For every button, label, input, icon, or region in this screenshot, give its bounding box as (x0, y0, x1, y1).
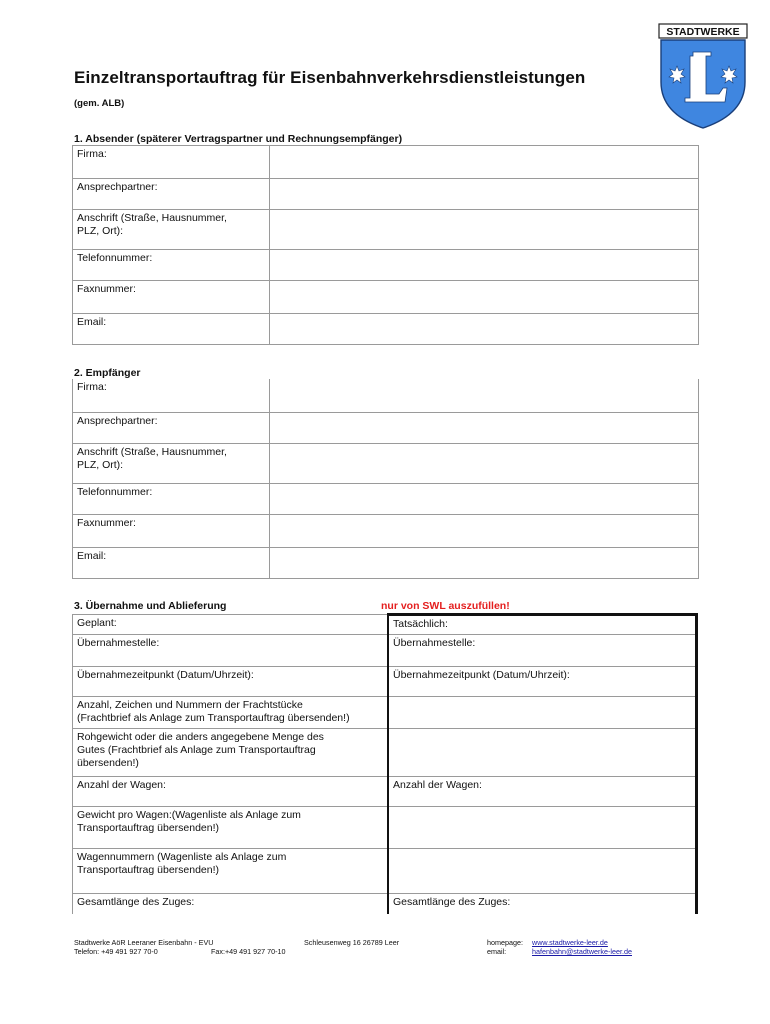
field-label: Email: (73, 314, 270, 345)
field-value-input[interactable] (270, 179, 699, 210)
form-row (73, 379, 699, 412)
section1-heading: 1. Absender (späterer Vertragspartner und Rechnungsempfänger) (74, 133, 403, 145)
form-row (73, 179, 699, 210)
handover-row (73, 849, 697, 894)
actual-field[interactable]: Übernahmezeitpunkt (Datum/Uhrzeit): (388, 667, 697, 697)
form-row (73, 281, 699, 314)
planned-field[interactable]: Wagennummern (Wagenliste als Anlage zum Transportauftrag übersenden!) (73, 849, 389, 894)
handover-table (72, 613, 698, 914)
field-label: Faxnummer: (73, 514, 270, 547)
field-label: Telefonnummer: (73, 483, 270, 514)
footer-company: Stadtwerke AöR Leeraner Eisenbahn - EVU (74, 938, 214, 947)
planned-field[interactable]: Anzahl, Zeichen und Nummern der Frachtstücke (Frachtbrief als Anlage zum Transportauftrag übersenden!) (73, 697, 389, 729)
form-row (73, 483, 699, 514)
handover-row (73, 807, 697, 849)
footer-phone: Telefon: +49 491 927 70-0 (74, 947, 158, 956)
field-value-input[interactable] (270, 483, 699, 514)
actual-field[interactable] (388, 807, 697, 849)
planned-field[interactable]: Gewicht pro Wagen:(Wagenliste als Anlage zum Transportauftrag übersenden!) (73, 807, 389, 849)
handover-row (73, 777, 697, 807)
recipient-table (72, 379, 699, 579)
planned-field[interactable]: Rohgewicht oder die anders angegebene Menge des Gutes (Frachtbrief als Anlage zum Transportauftrag übersenden!) (73, 729, 389, 777)
actual-field[interactable]: Tatsächlich: (388, 615, 697, 635)
footer-fax: Fax:+49 491 927 70-10 (211, 947, 286, 956)
actual-field[interactable]: Gesamtlänge des Zuges: (388, 894, 697, 914)
swl-only-note: nur von SWL auszufüllen! (381, 600, 510, 612)
handover-row (73, 697, 697, 729)
handover-row (73, 667, 697, 697)
field-label: Firma: (73, 379, 270, 412)
planned-field[interactable]: Übernahmestelle: (73, 635, 389, 667)
footer-address: Schleusenweg 16 26789 Leer (304, 938, 400, 947)
section3-heading: 3. Übernahme und Ablieferung (74, 600, 227, 612)
handover-row (73, 635, 697, 667)
actual-field[interactable] (388, 697, 697, 729)
form-row (73, 210, 699, 250)
field-label: Firma: (73, 146, 270, 179)
field-value-input[interactable] (270, 210, 699, 250)
planned-field[interactable]: Übernahmezeitpunkt (Datum/Uhrzeit): (73, 667, 389, 697)
footer-homepage-label: homepage: (487, 938, 523, 947)
actual-field[interactable] (388, 849, 697, 894)
footer-email-link[interactable]: hafenbahn@stadtwerke-leer.de (532, 947, 632, 956)
field-label: Ansprechpartner: (73, 412, 270, 443)
field-value-input[interactable] (270, 281, 699, 314)
handover-row (73, 729, 697, 777)
footer-email-label: email: (487, 947, 507, 956)
field-value-input[interactable] (270, 514, 699, 547)
field-label: Email: (73, 547, 270, 578)
field-value-input[interactable] (270, 547, 699, 578)
field-value-input[interactable] (270, 250, 699, 281)
form-row (73, 547, 699, 578)
field-label: Anschrift (Straße, Hausnummer, PLZ, Ort): (73, 210, 270, 250)
form-row (73, 250, 699, 281)
field-value-input[interactable] (270, 443, 699, 483)
footer-homepage-link[interactable]: www.stadtwerke-leer.de (532, 938, 608, 947)
field-value-input[interactable] (270, 379, 699, 412)
field-value-input[interactable] (270, 146, 699, 179)
field-label: Anschrift (Straße, Hausnummer, PLZ, Ort): (73, 443, 270, 483)
field-label: Faxnummer: (73, 281, 270, 314)
actual-field[interactable]: Übernahmestelle: (388, 635, 697, 667)
planned-field[interactable]: Anzahl der Wagen: (73, 777, 389, 807)
field-value-input[interactable] (270, 412, 699, 443)
handover-row (73, 894, 697, 914)
form-row (73, 314, 699, 345)
section2-heading: 2. Empfänger (74, 367, 141, 379)
planned-field[interactable]: Geplant: (73, 615, 389, 635)
form-row (73, 412, 699, 443)
planned-field[interactable]: Gesamtlänge des Zuges: (73, 894, 389, 914)
logo-text: STADTWERKE (666, 26, 740, 38)
actual-field[interactable]: Anzahl der Wagen: (388, 777, 697, 807)
form-row (73, 443, 699, 483)
field-label: Ansprechpartner: (73, 179, 270, 210)
field-label: Telefonnummer: (73, 250, 270, 281)
document-title: Einzeltransportauftrag für Eisenbahnverkehrsdienstleistungen (74, 68, 586, 87)
form-row (73, 146, 699, 179)
document-subtitle: (gem. ALB) (74, 98, 125, 109)
field-value-input[interactable] (270, 314, 699, 345)
handover-row (73, 615, 697, 635)
stadtwerke-logo (657, 22, 749, 130)
actual-field[interactable] (388, 729, 697, 777)
form-row (73, 514, 699, 547)
sender-table (72, 145, 699, 345)
